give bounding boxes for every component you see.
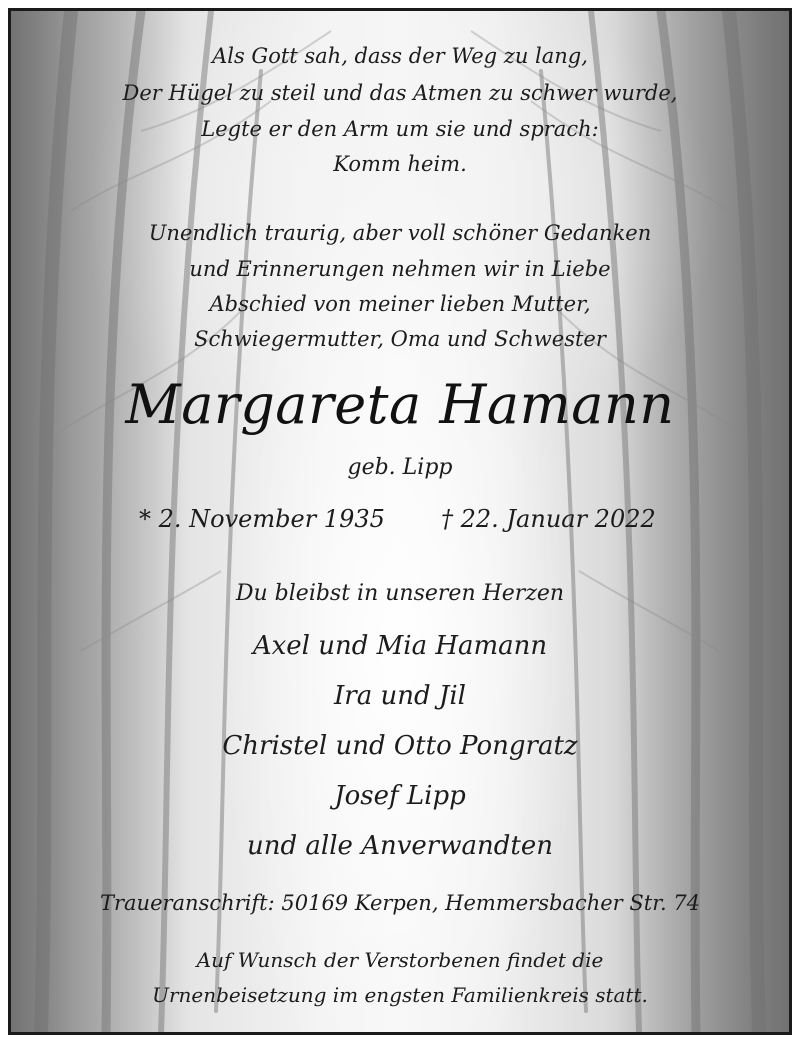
birth-date: * 2. November 1935 xyxy=(139,505,385,533)
deceased-name: Margareta Hamann xyxy=(125,373,675,436)
intro-line: Schwiegermutter, Oma und Schwester xyxy=(194,327,606,351)
notice-text xyxy=(11,11,789,1032)
mourner-line: Josef Lipp xyxy=(334,781,466,811)
poem-line: Komm heim. xyxy=(333,152,467,176)
intro-line: und Erinnerungen nehmen wir in Liebe xyxy=(189,257,611,281)
burial-note-line: Auf Wunsch der Verstorbenen findet die xyxy=(196,948,604,972)
poem-line: Als Gott sah, dass der Weg zu lang, xyxy=(212,44,588,68)
death-date: † 22. Januar 2022 xyxy=(441,505,656,533)
intro-line: Unendlich traurig, aber voll schöner Gedanken xyxy=(148,221,652,245)
poem-line: Der Hügel zu steil und das Atmen zu schwer wurde, xyxy=(122,81,678,105)
mourner-line: Axel und Mia Hamann xyxy=(252,631,548,661)
intro-line: Abschied von meiner lieben Mutter, xyxy=(209,292,591,316)
motto: Du bleibst in unseren Herzen xyxy=(235,581,565,606)
burial-note-line: Urnenbeisetzung im engsten Familienkreis statt. xyxy=(152,983,648,1007)
mourner-line: Ira und Jil xyxy=(334,681,466,711)
poem-line: Legte er den Arm um sie und sprach: xyxy=(201,117,599,141)
birth-name: geb. Lipp xyxy=(347,455,453,480)
obituary-notice xyxy=(8,8,792,1035)
mourning-address: Traueranschrift: 50169 Kerpen, Hemmersbacher Str. 74 xyxy=(99,891,701,915)
mourner-line: und alle Anverwandten xyxy=(247,831,553,861)
mourner-line: Christel und Otto Pongratz xyxy=(222,731,578,761)
